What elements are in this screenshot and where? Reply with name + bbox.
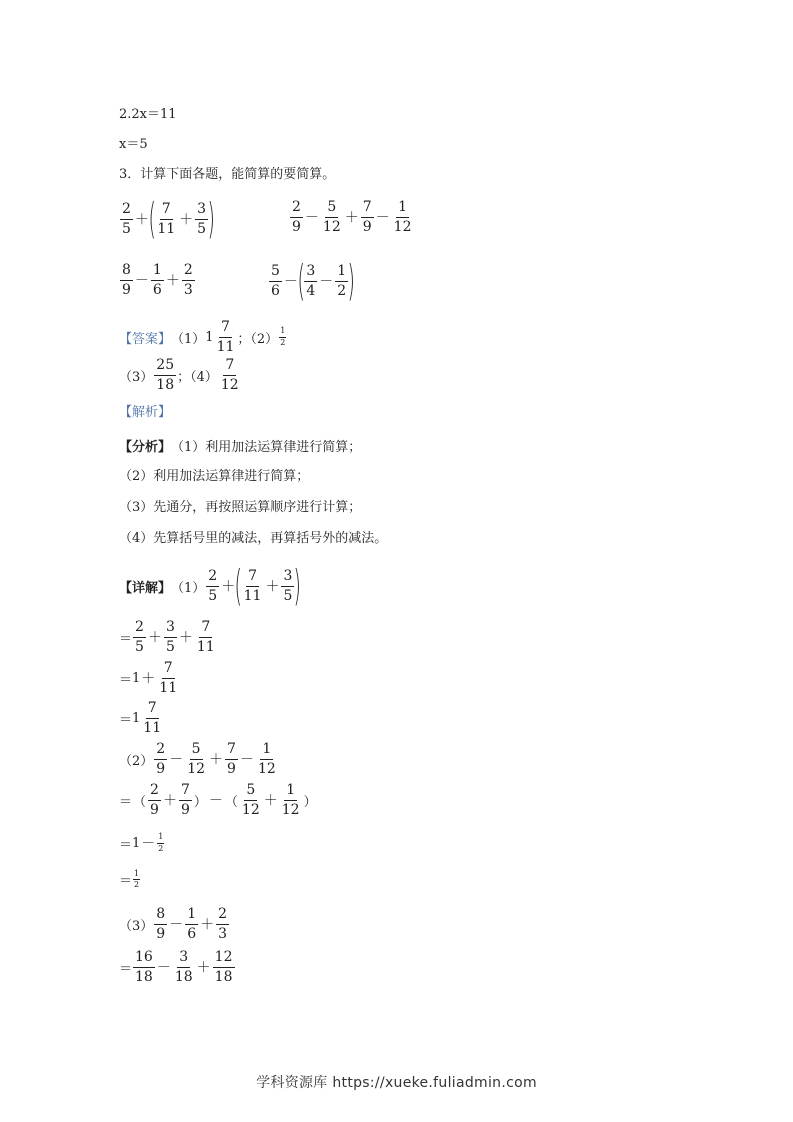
fraction: $\frac{25}{18}$ <box>156 357 175 393</box>
fraction: $\frac{2}{5}$ <box>208 567 218 604</box>
operator: ＋ <box>147 630 162 647</box>
fraction: $\frac{1}{12}$ <box>393 199 412 235</box>
fraction: $\frac{5}{6}$ <box>271 262 280 299</box>
paren: ( <box>148 194 156 243</box>
label: （2） <box>119 753 154 769</box>
operator: ＋ <box>200 917 215 934</box>
fraction: $\frac{1}{2}$ <box>280 326 286 347</box>
operator: ＋ <box>141 671 156 688</box>
fraction: $\frac{3}{5}$ <box>165 619 175 655</box>
operator: ＋ <box>165 273 180 290</box>
fraction: $\frac{5}{12}$ <box>322 199 341 235</box>
equals: ＝ <box>119 874 133 890</box>
equals: ＝ <box>119 794 133 810</box>
equals: ＝ <box>119 672 133 688</box>
answer-tag: 【答案】 <box>119 331 172 347</box>
operator: ＋ <box>265 579 280 595</box>
detail-step <box>119 742 279 776</box>
operator: ＋ <box>178 630 193 647</box>
whole-number: 1 <box>132 670 141 686</box>
equation-line: x＝5 <box>119 137 148 152</box>
detail-head: 【详解】 <box>119 580 172 596</box>
problem-2 <box>289 200 415 234</box>
operator: － <box>304 210 319 227</box>
operator: ＋ <box>221 579 236 595</box>
fraction: $\frac{3}{5}$ <box>197 200 207 237</box>
fraction: $\frac{2}{9}$ <box>156 741 166 777</box>
fraction: $\frac{7}{9}$ <box>227 741 236 777</box>
analysis-line: （4）先算括号里的减法，再算括号外的减法。 <box>119 531 388 546</box>
fraction: $\frac{1}{12}$ <box>257 741 276 777</box>
answer-line-2 <box>119 358 242 392</box>
fraction: $\frac{2}{3}$ <box>183 262 193 298</box>
label: （3） <box>119 918 154 934</box>
detail-step <box>119 950 236 984</box>
detail-step <box>119 870 141 890</box>
fraction: $\frac{2}{5}$ <box>122 200 131 237</box>
equals: ＝ <box>119 712 133 728</box>
equals: ＝ <box>119 631 133 647</box>
operator: ＋ <box>209 752 224 769</box>
label: （1） <box>171 331 206 347</box>
detail-step <box>119 833 165 853</box>
detail-step <box>119 907 230 941</box>
fraction: $\frac{3}{5}$ <box>283 567 293 604</box>
operator: ＋ <box>344 210 359 227</box>
operator: ＋ <box>263 793 278 810</box>
detail-step <box>119 701 164 735</box>
paren: ） <box>303 794 317 810</box>
detail-step <box>119 661 180 695</box>
fraction: $\frac{1}{6}$ <box>187 906 197 942</box>
operator: ＋ <box>134 212 149 228</box>
whole-number: 1 <box>132 835 141 851</box>
fraction: $\frac{1}{2}$ <box>134 869 140 890</box>
paren: ( <box>234 561 243 610</box>
detail-line <box>119 561 302 610</box>
detail-step <box>119 783 318 817</box>
fraction: $\frac{1}{2}$ <box>158 832 164 853</box>
fraction: $\frac{7}{11}$ <box>159 660 178 696</box>
fraction: $\frac{3}{18}$ <box>174 949 193 985</box>
fraction: $\frac{7}{11}$ <box>196 619 215 655</box>
operator: － <box>169 917 184 934</box>
fraction: $\frac{1}{12}$ <box>281 782 300 818</box>
footer-source: 学科资源库 https://xueke.fuliadmin.com <box>256 1075 537 1091</box>
fraction: $\frac{2}{5}$ <box>135 619 144 655</box>
analysis-head: 【分析】 <box>119 440 172 455</box>
fraction: $\frac{2}{3}$ <box>218 906 228 942</box>
equals: ＝ <box>119 837 133 853</box>
fraction: $\frac{3}{4}$ <box>306 262 316 299</box>
equals: ＝ <box>119 961 133 977</box>
analysis-line: （3）先通分，再按照运算顺序进行计算； <box>119 500 362 515</box>
operator: ＋ <box>162 793 177 810</box>
fraction: $\frac{7}{9}$ <box>180 782 190 818</box>
operator: ＋ <box>179 212 194 228</box>
paren: （ <box>224 794 238 810</box>
equation-line: 2.2x＝11 <box>119 107 177 122</box>
fraction: $\frac{7}{9}$ <box>362 199 372 235</box>
paren: （ <box>133 794 147 810</box>
label: （3） <box>119 369 154 385</box>
label: ；（4） <box>177 369 218 385</box>
analysis-text: （1）利用加法运算律进行简算； <box>171 440 362 455</box>
whole-number: 1 <box>205 329 214 345</box>
fraction: $\frac{7}{11}$ <box>243 567 262 604</box>
operator: － <box>239 752 254 769</box>
problem-3 <box>119 263 196 297</box>
fraction: $\frac{7}{11}$ <box>157 200 176 237</box>
fraction: $\frac{7}{11}$ <box>216 319 235 355</box>
fraction: $\frac{12}{18}$ <box>214 949 233 985</box>
analysis-line <box>119 436 361 455</box>
operator: － <box>169 752 184 769</box>
paren: ） <box>193 794 207 810</box>
operator: － <box>283 274 298 290</box>
analysis-tag: 【解析】 <box>119 405 172 420</box>
whole-number: 1 <box>132 710 141 726</box>
label: ；（2） <box>237 331 279 347</box>
fraction: $\frac{8}{9}$ <box>156 906 166 942</box>
fraction: $\frac{16}{18}$ <box>135 949 153 985</box>
operator: ＋ <box>196 960 211 977</box>
paren: ) <box>293 561 302 610</box>
question-title: 3．计算下面各题，能简算的要简算。 <box>119 167 336 182</box>
fraction: $\frac{5}{12}$ <box>241 782 260 818</box>
fraction: $\frac{8}{9}$ <box>122 262 131 298</box>
answer-line-1 <box>119 320 287 354</box>
fraction: $\frac{1}{6}$ <box>152 262 162 298</box>
paren: ) <box>207 194 215 243</box>
detail-step <box>119 620 218 654</box>
problem-4 <box>268 256 356 305</box>
operator: － <box>375 210 390 227</box>
fraction: $\frac{1}{2}$ <box>337 262 347 299</box>
paren: ) <box>347 256 356 305</box>
operator: － <box>319 274 334 290</box>
fraction: $\frac{2}{9}$ <box>292 199 301 235</box>
problem-1 <box>119 194 215 243</box>
operator: － <box>156 960 171 977</box>
label: （1） <box>171 580 206 596</box>
operator: － <box>208 793 223 810</box>
operator: － <box>134 273 149 290</box>
fraction: $\frac{5}{12}$ <box>187 741 206 777</box>
operator: － <box>141 836 156 852</box>
paren: ( <box>297 256 305 305</box>
fraction: $\frac{2}{9}$ <box>150 782 159 818</box>
fraction: $\frac{7}{11}$ <box>143 700 162 736</box>
analysis-line: （2）利用加法运算律进行简算； <box>119 469 310 484</box>
fraction: $\frac{7}{12}$ <box>220 357 239 393</box>
